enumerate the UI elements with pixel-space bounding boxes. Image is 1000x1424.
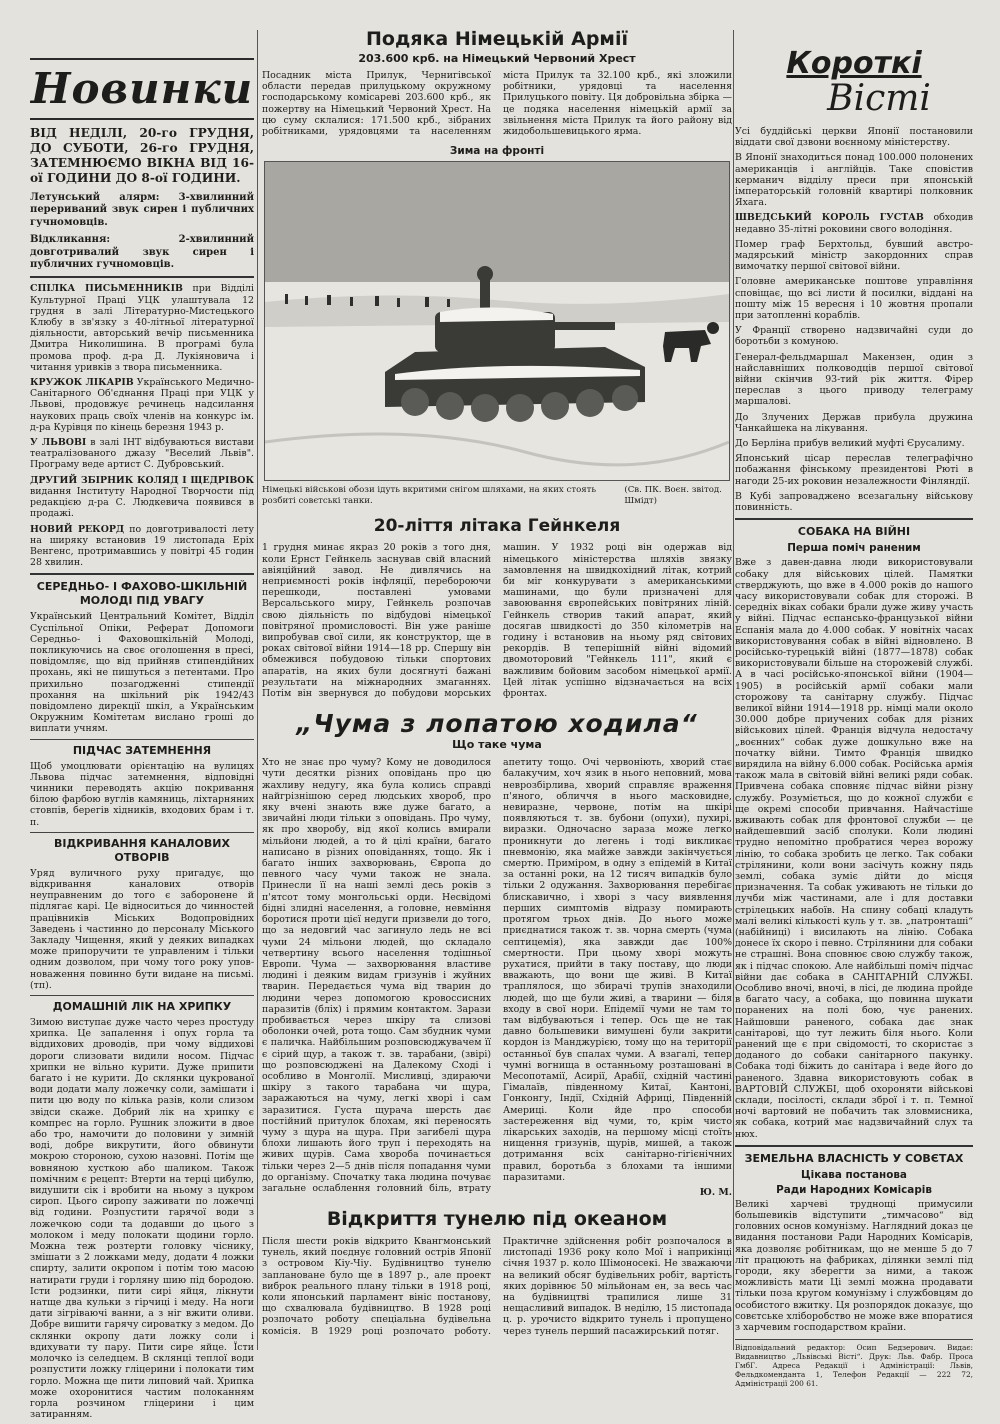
divider (30, 573, 254, 575)
news-item-record: НОВИЙ РЕКОРД по довготривалості лету на ширяку встановив 19 листопада Еріх Венгенс, протримавшись у повітрі 45 годин 28 хвилин. (30, 523, 254, 569)
cancel-alarm-notice: Відкликання: 2-хвилинний довготривалий звук сирен і публичних гучномовців. (30, 234, 254, 271)
winter-front-photo (264, 161, 730, 481)
alarm-notice: Летунський алярм: 3-хвилинний перериваний звук сирен і публичних гучномовців. (30, 192, 254, 228)
manholes-text: Уряд вуличного руху пригадує, що відкривання каналових отворів неуправненим до того є заборонене й підлягає карі. Це відноситься до чинностей працівників Міських Водопровідних Заведень і частинно до персоналу Міського Закладу Чищення, який у деяких випадках може припоручити те управленим і тільки одним дозволом, при чому того року уповноваження повинно бути видане на письмі. (тп). (30, 867, 254, 991)
brief-item: Генерал-фельдмаршал Макензен, один з найславніших полководців першої світової війни скінчив 93-тий рік життя. Фірер переслав з цього приводу телеграму маршалові. (735, 351, 973, 408)
blackout-text: Щоб умоцлювати орієнтацію на вулицях Львова підчас затемнення, відповідні чинники переводять акцію покривання білою фарбою вуглів камяниць, ліхтарняних стовпів, берегів хідників, входових брам і т. п. (30, 760, 254, 828)
main-article-subtitle: 203.600 крб. на Німецький Червоний Хрест (358, 52, 636, 65)
land-subheading-2: Ради Народних Комісарів (776, 1183, 932, 1196)
brief-item: У Франції створено надзвичайні суди до боротьби з комуною. (735, 325, 973, 348)
plague-body (262, 757, 732, 1198)
brief-item: Усі буддійські церкви Японії постановили віддати свої дзвони воєнному міністерству. (735, 126, 973, 149)
heinkel-title: 20-ліття літака Гейнкеля (373, 516, 621, 537)
tunnel-body (262, 1236, 732, 1339)
photo-heading: Зима на фронті (449, 145, 545, 158)
blackout-heading: ПІДЧАС ЗАТЕМНЕННЯ (72, 743, 212, 757)
korotki-title-line2: Вісті (827, 78, 931, 119)
land-text: Великі харчеві труднощі примусили большевиків відступити „тимчасово“ від головних основ комунізму. Наглядний доказ це видання постанови Ради Народних Комісарів, яка дозволяє робітникам, що не менше 5 до 7 літ працюють на фабриках, ділянки землі під городи, яку зберегти за ними, а також можливість мати Ці землі можна продавати тільки поза кругом комунізму і службовцям до особистого вжитку. Ця розпорядок доказує, що совєтське хліборобство не може вже впоратися з харчевим господарством країни. (735, 1198, 973, 1334)
korotki-visti-title (735, 48, 973, 118)
remedy-text: Зимою виступає дуже часто через простуду хрипка. Це запалення і опух горла та віддихових дроводів, при чому віддихові дороги слизовати видили носом. Підчас хрипки не вільно курити. Дуже припити багато і не курити. До склянки цукрованої води додати малу ложечку соли, замішати і пити цю воду по кілька разів, коли слизом звідси скаже. Добрий лік на хрипку є компрес на горло. Рушник зложити в двое або тро, намочити до половини у зимній воді, добре викрутити, його обвинути мокрою стороною, сухою назовні. Потім ще вовняною хусткою або шаликом. Також помічним є рецепт: Втерти на терці цибулю, видушити сік і вробити на ньому з цукром сироп. Цього сиропу заживати по ложечці від години. Розпустити гарячої води з ложечкою соди та додавши до цього з молоком і меду полокати щодини горло. Можна теж розтерти головку чіснику, змішати з 2 ложками меду, додати 4 ложки спирту, залити окропом і потім тою масою натирати груди і горляну шию під бородою. Істи родзинки, пити сирі яйця, лікнути натще два кульки з гірчиці і меду. На ноги дати зігріваючі ванни, а з ніг вжити оливи. Добре вишити гарячу сироватку з медом. До склянки окропу дати ложку соли і вдихувати ту пару. Пити сире яйце. Їсти молочко із селедцем. В склянці теплої води розпустити ложку гліцерини і полокати тим горло. Можна ще пити липовий чай. Хрипка може охоронитися частим полоканням горла розчином гліцерини і цим затиранням. (30, 1017, 254, 1421)
imprint: Відповідальний редактор: Осип Бедзерович. Видає: Видавництво „Львівські Вісті“. Друк: Льв. Фабр. Проса ГмбГ. Адреса Редакції і Адміністрації: Львів, Фельдкоменданта 1, Телефон Редакції — 222 72, Адміністрації 200 61. (735, 1339, 973, 1388)
news-item-doctors: КРУЖОК ЛІКАРІВ Українського Медично-Санітарного Об'єднання Праці при УЦК у Львові, продовжує речинець надсилання наукових праць своїх членів на конкурс ім. д-ра Курівця по кінець березня 1943 р. (30, 377, 254, 433)
brief-item: Помер граф Берхтольд, бувший австро-мадярський міністр закордонних справ вимочатку першої світової війни. (735, 238, 973, 273)
brief-item: В Японії знаходиться понад 100.000 полонених американців і англійців. Таке сповістив керманич відділу преси при японській імператорській головній квартирі полковник Яхага. (735, 152, 973, 209)
heinkel-body (262, 542, 732, 701)
divider (735, 1145, 973, 1147)
blackout-notice: ВІД НЕДІЛІ, 20-го ГРУДНЯ, ДО СУБОТИ, 26-го ГРУДНЯ, ЗАТЕМНЮЄМО ВІКНА ВІД 16-ої ГОДИНИ ДО 8-ої ГОДИНИ. (30, 126, 254, 185)
brief-item: До Берліна прибув великий муфті Єрусалиму. (735, 438, 965, 450)
main-article-title: Подяка Німецькій Армії (366, 28, 628, 50)
dog-subheading: Перша поміч раненим (787, 542, 921, 555)
photo-caption-text: Німецькі військові обози ідуть вкритими снігом шляхами, на яких стоять розбиті совєтські танки. (262, 485, 597, 506)
main-article-text: Посадник міста Прилук, Чернигівської области передав прилуцькому окружному господарському комісареві 203.600 крб., як пожертву на Німецький Червоний Хрест. На цю суму склалися: 171.500 крб., зібраних робітниками, урядовцями та населенням міста Прилук та 32.100 крб., які зложили робітники, урядовці та населення Прилуцького повіту. Ця добровільна збірка — це подяка населення німецькій армії за звільнення міста Прилук та його району від жидобольшевицького ярма. (262, 70, 732, 138)
brief-item: Головне американське поштове управління сповіщає, що всі листи й посилки, віддані на пошту між 15 вересня і 10 жовтня пропали при затопленні кораблів. (735, 276, 973, 322)
main-article-body (262, 70, 732, 139)
youth-heading: СЕРЕДНЬО- І ФАХОВО-ШКІЛЬНІЙ МОЛОДІ ПІД УВАГУ (36, 580, 248, 608)
youth-text: Український Центральний Комітет, Відділ Суспільної Опіки, Реферат Допомоги Середньо- і Фаховошкільній Молоді, покликуючись на своє оголошення в пресі, повідомляє, що від прийняв стипендійних прохань, які не пишуться з петентами. Про прихильно позагодженні стипендії прохання на шкільний рік 1942/43 повідомлено дирекції шкіл, а Українським Окружним Комітетам вислано гроші до виплати учням. (30, 611, 254, 735)
tunnel-text: Після шести років відкрито Квангмонський тунель, який поєднує головний острів Японії з островом Кіу-Чіу. Будівництво тунелю заплановане було ще в 1897 р., але проект виброк реального плану тільки в 1918 році, коли японський парламент вініс постанову, що схвалювала будівництво. В 1928 році розпочато роботу спеціальна будівельна комісія. В 1929 році розпочато роботу. Практичне здійснення робіт розпочалося в листопаді 1936 року коло Мої і наприкінці січня 1937 р. коло Шімоносекі. Не зважаючи на великий обсяг будівельних робіт, вартість яких дорівнює 50 мільйонам ен, за весь час на будівництві трапилися лише 31 нещасливий випадок. В неділю, 15 листопада ц. р. урочисто відкрито тунель і пропущено через тунель перший пасажирський потяг. (262, 1235, 732, 1337)
brief-item: В Кубі запроваджено всезагальну військову повинність. (735, 490, 973, 514)
column-divider-left (257, 30, 258, 1350)
heinkel-text: 1 грудня минає якраз 20 років з того дня, коли Ернст Гейнкель заснував свій власний авіяційний завод. Не дивлячись на неприємності років інфляції, перебороючи перешкоди, поставлені умовами Версальського миру, Гейнкель розпочав свою діяльність по відбудові німецької повітряної промисловості. Він уже раніше випробував свої сили, як конструктор, ще в роках світової війни 1914—18 рр. Спершу він обмежився побудовою тільки спортових апаратів, на яких були досягнуті бажані результати на міжнародних змаганнях. Потім він звернувся до побудови морських машин. У 1932 році він одержав від німецького міністерства шляхів звязку замовлення на швидкохідний літак, котрий би міг конкурувати з американськими машинами, що були призначені для завоювання європейських повітряних ліній. Гейнкель створив такий апарат, який досягав швидкості до 350 кілометрів на годину і встановив на ньому ряд світових рекордів. В теперішній війні відомий двомоторовий "Гейнкель 111", який є важливим бойовим засобом німецької армії. Цей літак успішно відзначається на всіх фронтах. (262, 542, 732, 700)
news-item-writers: СПІЛКА ПИСЬМЕННИКІВ при Відділі Культурної Праці УЦК улаштувала 12 грудня в залі Літературно-Мистецького Клюбу в зв'язку з 40-літньої літературної діяльности, авторський вечір письменника Дмитра Николишина. В програмі була промова проф. д-ра Д. Лукіяновича і читання уривків з твора письменника. (30, 283, 254, 373)
center-column (262, 28, 732, 1339)
divider (30, 832, 254, 833)
divider (735, 518, 973, 520)
land-heading: ЗЕМЕЛЬНА ВЛАСНІСТЬ У СОВЄТАХ (744, 1151, 964, 1165)
dog-text: Вже з давен-давна люди використовували собаку для військових цілей. Памятки стверджують, що вже в 4.000 років до нашого часу використовували собак для сторожі. В середніх віках собаки брали дуже живу участь у війні. Підчас еспансько-французької війни Еспанія мала до 4.000 собак. У новітніх часах використовування собак в війні відновлено. В російсько-турецькій війні (1877—1878) собак використовували більше на сторожевій службі. А в часі російсько-японської війни (1904—1905) в російській армії собаки мали сторожову та санітарну службу. Підчас великої війни 1914—1918 рр. німці мали около 30.000 добре приучених собак для різних військових цілей. Франція відчула недостачу „воєнних“ собак дуже дошкульно вже на початку війни. Тимто Франція швидко вирядила на війну 6.000 собак. Російська армія також мала в світовій війні великі ряди собак. Привчена собака сповняє підчас війни різну службу. Розуміється, що до кожної служби є ще окремі способи привчання. Найчастіше вживають собак для фронтової служби — це найдешевший засіб сполуки. Коли людині трудно непомітно пробратися через ворожу лінію, то собака зробить це легко. Так собаки стрілянини, коли вони засічуть кожну пядь землі, собака зуміє дійти до місця призначення. Та собак уживають не тільки до лучби між частинами, але і для доставки стрілецьких набоїв. На спину собаці кладуть малі великі кількості куль у т. зв. „патронташі“ (набійниці) і висилають на лінію. Собака донесе їх скоро і певно. Стрілянини для собаки не страшні. Вона сповнює свою службу також, як і підчас спокою. Але найбільші поміч підчас війни дає собака в САНІТАРНІЙ СЛУЖБІ. Особливо вночі, вночі, в лісі, де людина пройде в багато часу, а собака, що повинна шукати поранених на полі бою, чує ранених. Найшовши раненого, собака дає знак санітарові, що тут лежить біля нього. Коли ранений ще є при свідомості, то скористає з доданого до собаки санітарного пакунку. Собака тоді біжить до санітара і веде його до раненого. Здавна використовують собак в ВАРТОВІЙ СЛУЖБІ, щоб охороняти військові склади, посілості, склади зброї і т. п. Темної ночі вартовий не побачить так зловмисника, як собака, котрий має надзвичайний слух та нюх. (735, 557, 973, 1140)
plague-text: Хто не знає про чуму? Кому не доводилося чути десятки різних оповідань про цю жахливу недугу, яка була колись справді найгрізнішою серед людських хвороб, про яку вчені знають вже дуже багато, а звичайні люди тільки з оповідань. Про чуму, як про хворобу, від якої колись вмирали мільйони людей, а то й цілі країни, багато написано в різних оповіданнях, тощо. Як і багато інших захворювань, Європа до певного часу чуми також не знала. Принесли її на наші землі десь років з п'ятсот тому монгольські орди. Несвідомі бідні злидні населення, а головне, невміння боротися проти цієї недуги призвели до того, що за недовгий час загинуло ледь не всі чуми 24 мільони людей, що складало четвертину всього населення тодішньої Европи. Чума — захворювання властиве людині і деяким видам гризунів і жуйних тварин. Передається чума від тварин до людини через допомогою кровоссисних паразитів (бліх) і прямим контактом. Зарази пробивається через шкіру та слизові оболонки очей, рота тощо. Сам збудник чуми є паличка. Найбільшим розповсюджувачем її є сірий щур, а також т. зв. тарабани, (звірі) що розповсюджені на Далекому Сході і особливо в Монголії. Мисливці, здираючи шкіру з такого тарабана чи щура, заражаються на чуму, легкі хворі і сам заразитися. Густа щурача шерсть дає постійний притулок блохам, які переносять чуму з щура на щура. При загибелі щура блохи лишають його труп і переходять на живих щурів. Сама хвороба починається тільки через 2—5 днів після попадання чуми до організму. Спочатку така людина почуває загальне ослаблення головний біль, втрату апетиту тощо. Очі червоніють, хворий стає балакучим, хоч язик в нього неповний, мова неврозбірлива, хворий справляє враження п'яного, обличчя в нього масковидне, невиразне, червоне, потім на шкірі появляються т. зв. бубони (опухи), пухирі, виразки. Одночасно зараза може легко проникнути до легень і тоді викликає пневмонію, яка майже завжди закінчується смертю. Приміром, в одну з епідемій в Китаї за останні роки, на 12 тисяч випадків було тільки 2 одужання. Захворювання перебігає блискавично, і хворі з часу виявлення перших симптомів відразу помирають протягом трьох днів. До нього може приєднатися також т. зв. чорна смерть (чума септицемія), яка завжди дає 100% смертности. При цьому хворі можуть рухатися, прийти в таку поставу, що люди вважають, що вони ще живі. В Китаї траплялося, що збирачі трупів знаходили людей, що ще були живі, а тварини — біля входу в свої нори. Епідемії чуми не там то там відбуваються і тепер. Ось ще не так давно большевики вимушені були закрити кордон із Манджурією, тому що на території останньої був спалах чуми. А взагалі, тепер чумні вогнища в останньому розташовані в Месопотамії, Асирії, Арабії, східній частині Гімалаїв, південному Китаї, Кантоні, Гонконгу, Індії, Східній Африці, Південній Америці. Коли йде про способи застереження від чуми, то, крім чисто лікарських заходів, на першому місці стоїть нищення гризунів, щурів, мишей, а також дотримання всіх санітарно-гігієнічних правил, боротьба з блохами та іншими паразитами. (262, 757, 732, 1194)
right-column (735, 40, 973, 1388)
manholes-heading: ВІДКРИВАННЯ КАНАЛОВИХ ОТВОРІВ (54, 836, 230, 864)
divider (30, 276, 254, 278)
photo-credit: (Св. ПК. Воєн. звітод. Шмідт) (624, 485, 722, 506)
column-divider-right (733, 30, 734, 1350)
divider (30, 995, 254, 996)
dog-heading: СОБАКА НА ВІЙНІ (797, 525, 911, 539)
news-item-carols: ДРУГИЙ ЗБІРНИК КОЛЯД І ЩЕДРІВОК видання Інституту Народної Творчости під редакцією д-ра С. Людкевича появився в продажі. (30, 474, 254, 520)
plague-subtitle: Що таке чума (452, 738, 542, 752)
tunnel-title: Відкриття тунелю під океаном (326, 1207, 668, 1230)
photo-caption (262, 485, 732, 506)
brief-item-king: ШВЕДСЬКИЙ КОРОЛЬ ГУСТАВ обходив недавно 35-літні роковини свого володіння. (735, 212, 973, 235)
left-column (30, 40, 254, 1424)
tank-in-snow-illustration (265, 162, 729, 480)
brief-item: Японський цісар переслав телеграфічно побажання фінському президентові Рюті в нагоди 25-их роковин незалежности Фінляндії. (735, 453, 973, 487)
land-subheading-1: Цікава постанова (801, 1168, 907, 1181)
brief-item: До Злучених Держав прибула дружина Чанкайшека на лікування. (735, 411, 973, 434)
novynky-title: Новинки (30, 58, 254, 120)
korotki-title-line1: Короткі (786, 46, 922, 81)
remedy-heading: ДОМАШНІЙ ЛІК НА ХРИПКУ (52, 1000, 232, 1013)
plague-title: „Чума з лопатою ходила“ (296, 709, 698, 739)
news-item-lviv: У ЛЬВОВІ в залі ІНТ відбуваються вистави театралізованого джазу "Веселий Львів". Програму веде артист С. Дубровський. (30, 437, 254, 471)
plague-signature: Ю. М. (699, 1186, 732, 1198)
divider (30, 739, 254, 740)
